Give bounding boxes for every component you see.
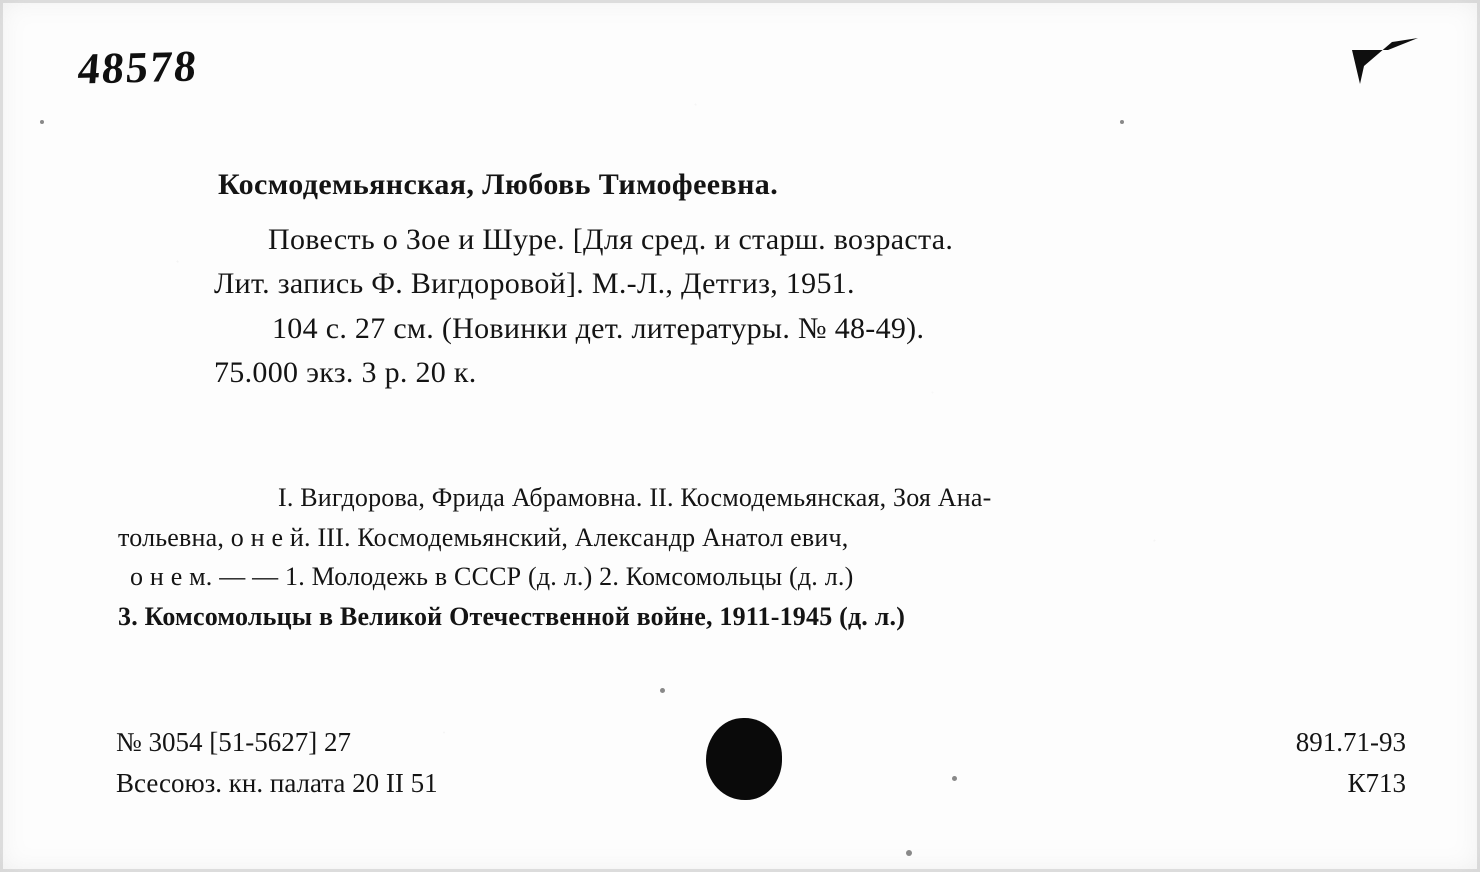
scan-speck xyxy=(906,850,912,856)
classification-number: 891.71-93 xyxy=(1295,727,1406,757)
title-statement xyxy=(214,218,1414,396)
title-line: Повесть о Зое и Шуре. [Для сред. и старш. возраста. xyxy=(268,223,954,256)
tracing-line: тольевна, о н е й. III. Космодемьянский, Александр Анатол евич, xyxy=(118,522,849,552)
card-number: № 3054 [51-5627] 27 xyxy=(116,727,351,757)
scan-speck xyxy=(1120,120,1124,124)
tracing-line: I. Вигдорова, Фрида Абрамовна. II. Космодемьянская, Зоя Ана- xyxy=(278,483,992,512)
tracings-block xyxy=(118,478,1408,636)
accession-number: 48578 xyxy=(76,41,200,94)
tracing-line: 3. Комсомольцы в Великой Отечественной войне, 1911-1945 (д. л.) xyxy=(118,601,906,631)
author-cutter-number: К713 xyxy=(1347,767,1406,798)
scan-speck xyxy=(952,776,957,781)
scan-speck xyxy=(660,688,665,693)
issuing-agency: Всесоюз. кн. палата 20 II 51 xyxy=(116,767,438,798)
ink-blot-mark xyxy=(706,718,782,800)
imprint-footer-left xyxy=(116,722,438,803)
classification-footer-right xyxy=(1296,722,1406,803)
tracing-line: о н е м. — — 1. Молодежь в СССР (д. л.) 2. Комсомольцы (д. л.) xyxy=(130,562,854,592)
scan-speck xyxy=(40,120,44,124)
printing-line: 75.000 экз. 3 р. 20 к. xyxy=(214,356,477,390)
collation-line: 104 с. 27 см. (Новинки дет. литературы. № 48-49). xyxy=(272,311,925,345)
title-line: Лит. запись Ф. Вигдоровой]. М.-Л., Детгиз, 1951. xyxy=(214,267,855,301)
main-entry-heading: Космодемьянская, Любовь Тимофеевна. xyxy=(218,168,779,201)
checkmark-icon xyxy=(1348,36,1422,92)
